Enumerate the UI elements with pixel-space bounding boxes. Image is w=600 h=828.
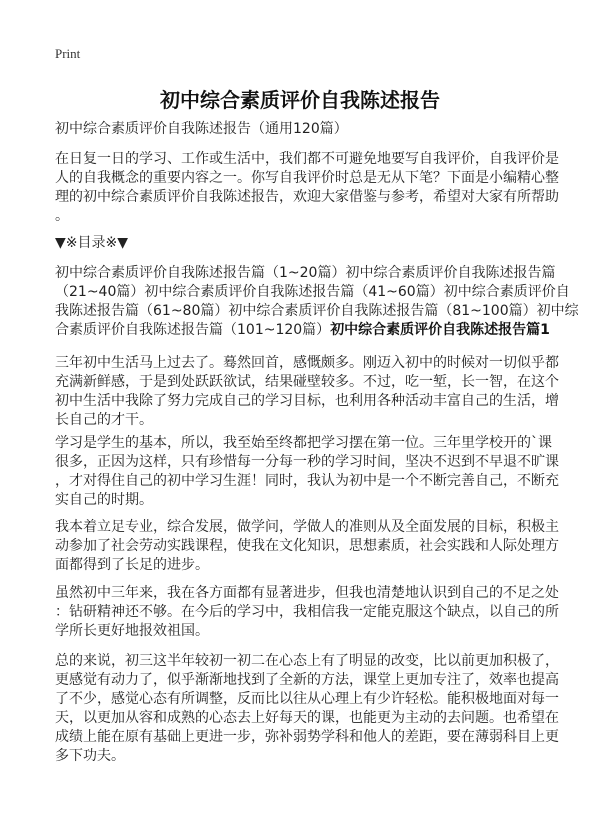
text-line: 我本着立足专业，综合发展，做学问，学做人的准则从及全面发展的目标，积极主: [55, 519, 559, 535]
section-heading: 初中综合素质评价自我陈述报告篇1: [330, 322, 550, 338]
paragraph: [55, 354, 559, 430]
text-line: 多下功夫。: [55, 748, 125, 764]
text-line: 学所长更好地报效祖国。: [55, 623, 209, 639]
text-line: 人的自我概念的重要内容之一。你写自我评价时总是无从下笔？下面是小编精心整: [55, 170, 559, 186]
toc-link-1-20[interactable]: 初中综合素质评价自我陈述报告篇（1~20篇）: [55, 265, 346, 281]
text-line: 充满新鲜感，于是到处跃跃欲试，结果碰壁较多。不过，吃一堑，长一智，在这个: [55, 374, 559, 390]
text-line: 了不少，感觉心态有所调整，反而比以往从心理上有少许轻松。能积极地面对每一: [55, 691, 559, 707]
toc-link-61-80[interactable]: 我陈述报告篇（61~80篇）: [55, 303, 229, 319]
toc-link-101-120[interactable]: 合素质评价自我陈述报告篇（101~120篇）: [55, 322, 331, 338]
text-line: 很多，正因为这样，只有珍惜每一分每一秒的学习时间，坚决不迟到不早退不旷课: [55, 454, 559, 470]
text-line: 实自己的时期。: [55, 492, 153, 508]
toc-link-61-80[interactable]: 初中综合素质评价自: [443, 284, 570, 300]
text-line: 成绩上能在原有基础上更进一步，弥补弱势学科和他人的差距，要在薄弱科目上更: [55, 729, 559, 745]
subtitle: 初中综合素质评价自我陈述报告（通用120篇）: [55, 121, 348, 137]
toc-link-21-40[interactable]: （21~40篇）: [55, 284, 145, 300]
text-line: 初中生活中我除了努力完成自己的学习目标，也利用各种活动丰富自己的生活，增: [55, 393, 559, 409]
toc-link-21-40[interactable]: 初中综合素质评价自我陈述报告篇: [345, 265, 556, 281]
text-line: 虽然初中三年来，我在各方面都有显著进步，但我也清楚地认识到自己的不足之处: [55, 585, 559, 601]
toc-header: ▼※目录※▼: [55, 235, 128, 251]
toc-link-101-120[interactable]: 初中综: [536, 303, 579, 319]
text-line: 动参加了社会劳动实践课程，使我在文化知识，思想素质，社会实践和人际处理方: [55, 538, 559, 554]
text-line: 更感觉有动力了，似乎渐渐地找到了全新的方法，课堂上更加专注了，效率也提高: [55, 672, 559, 688]
text-line: 天，以更加从容和成熟的心态去上好每天的课，也能更为主动的去问题。也希望在: [55, 710, 559, 726]
paragraph: [55, 584, 559, 641]
text-line: 面都得到了长足的进步。: [55, 557, 209, 573]
text-line: ，才对得住自己的初中学习生涯！同时，我认为初中是一个不断完善自己，不断充: [55, 473, 559, 489]
text-line: 长自己的才干。: [55, 412, 153, 428]
text-line: 三年初中生活马上过去了。蓦然回首，感慨颇多。刚迈入初中的时候对一切似乎都: [55, 355, 559, 371]
text-line: 理的初中综合素质评价自我陈述报告，欢迎大家借鉴与参考，希望对大家有所帮助: [55, 189, 559, 205]
text-line: 学习是学生的基本，所以，我至始至终都把学习摆在第一位。三年里学校开的`课: [55, 435, 552, 451]
text-line: 在日复一日的学习、工作或生活中，我们都不可避免地要写自我评价，自我评价是: [55, 151, 559, 167]
text-line: 。: [55, 208, 69, 224]
text-line: 总的来说，初三这半年较初一初二在心态上有了明显的改变，比以前更加积极了，: [55, 653, 559, 669]
toc-link-41-60[interactable]: 初中综合素质评价自我陈述报告篇（41~60篇）: [144, 284, 444, 300]
print-link[interactable]: Print: [55, 46, 81, 61]
text-line: ：钻研精神还不够。在今后的学习中，我相信我一定能克服这个缺点，以自己的所: [55, 604, 559, 620]
paragraph: [55, 652, 559, 766]
table-of-contents: [55, 264, 579, 340]
toc-link-81-100[interactable]: 初中综合素质评价自我陈述报告篇（81~100篇）: [228, 303, 537, 319]
paragraph: [55, 434, 559, 510]
page-title: 初中综合素质评价自我陈述报告: [160, 88, 440, 112]
paragraph: [55, 518, 559, 575]
intro-paragraph: [55, 150, 559, 226]
